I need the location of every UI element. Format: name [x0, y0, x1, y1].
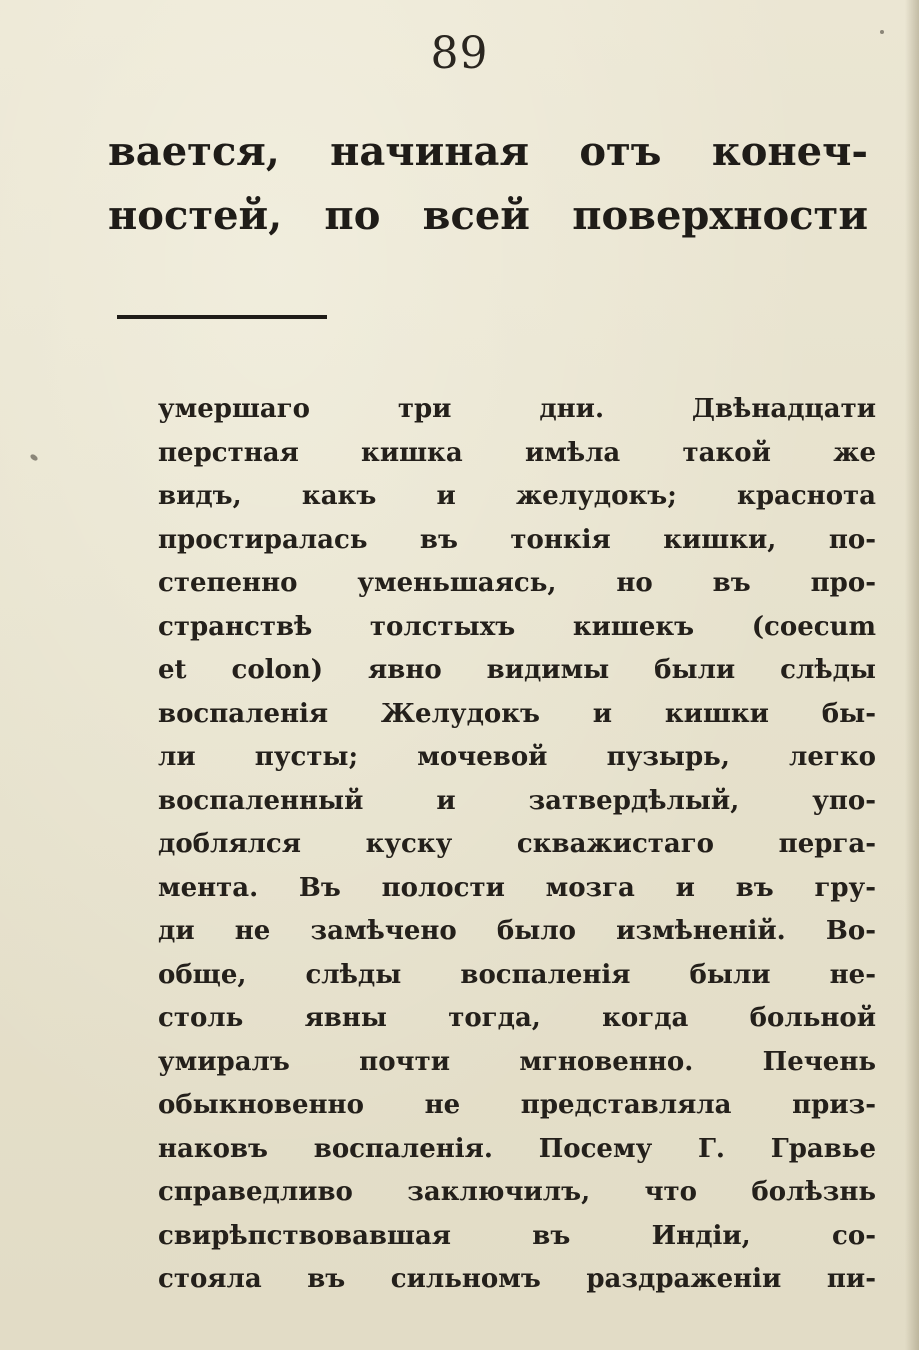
- body-line-6: странствѣ толстыхъ кишекъ (coecum: [158, 611, 876, 642]
- body-line-7: et colon) явно видимы были слѣды: [158, 655, 876, 685]
- body-line-8: воспаленія Желудокъ и кишки бы-: [158, 698, 876, 729]
- body-line-9: ли пусты; мочевой пузырь, легко: [158, 742, 876, 772]
- body-line-15: столь явны тогда, когда больной: [158, 1003, 876, 1033]
- heading-text-block: [108, 120, 868, 248]
- paper-speck: [29, 453, 38, 462]
- body-line-19: справедливо заключилъ, что болѣзнь: [158, 1177, 876, 1207]
- body-line-17: обыкновенно не представляла приз-: [158, 1090, 876, 1120]
- body-line-11: доблялся куску скважистаго перга-: [158, 829, 876, 859]
- body-line-12: мента. Въ полости мозга и въ гру-: [158, 872, 876, 903]
- paper-speck: [880, 30, 884, 34]
- body-line-1: умершаго три дни. Двѣнадцати: [158, 394, 876, 424]
- body-line-14: обще, слѣды воспаленія были не-: [158, 959, 876, 990]
- body-line-16: умиралъ почти мгновенно. Печень: [158, 1046, 876, 1077]
- body-line-10: воспаленный и затвердѣлый, упо-: [158, 785, 876, 816]
- body-line-13: ди не замѣчено было измѣненій. Во-: [158, 916, 876, 946]
- body-line-5: степенно уменьшаясь, но въ про-: [158, 568, 876, 598]
- page-number: 89: [430, 28, 489, 79]
- body-text-block: [158, 388, 876, 1302]
- body-line-18: наковъ воспаленія. Посему Г. Гравье: [158, 1133, 876, 1164]
- body-line-21: стояла въ сильномъ раздраженіи пи-: [158, 1264, 876, 1294]
- body-line-2: перстная кишка имѣла такой же: [158, 437, 876, 468]
- heading-line-1: вается, начиная отъ конеч-: [108, 128, 868, 175]
- body-line-20: свирѣпствовавшая въ Индіи, со-: [158, 1220, 876, 1251]
- section-divider-rule: [117, 315, 327, 319]
- body-line-3: видъ, какъ и желудокъ; краснота: [158, 481, 876, 511]
- page-edge-shadow: [905, 0, 919, 1350]
- heading-line-2: ностей, по всей поверхности: [108, 192, 868, 239]
- body-line-4: простиралась въ тонкія кишки, по-: [158, 524, 876, 555]
